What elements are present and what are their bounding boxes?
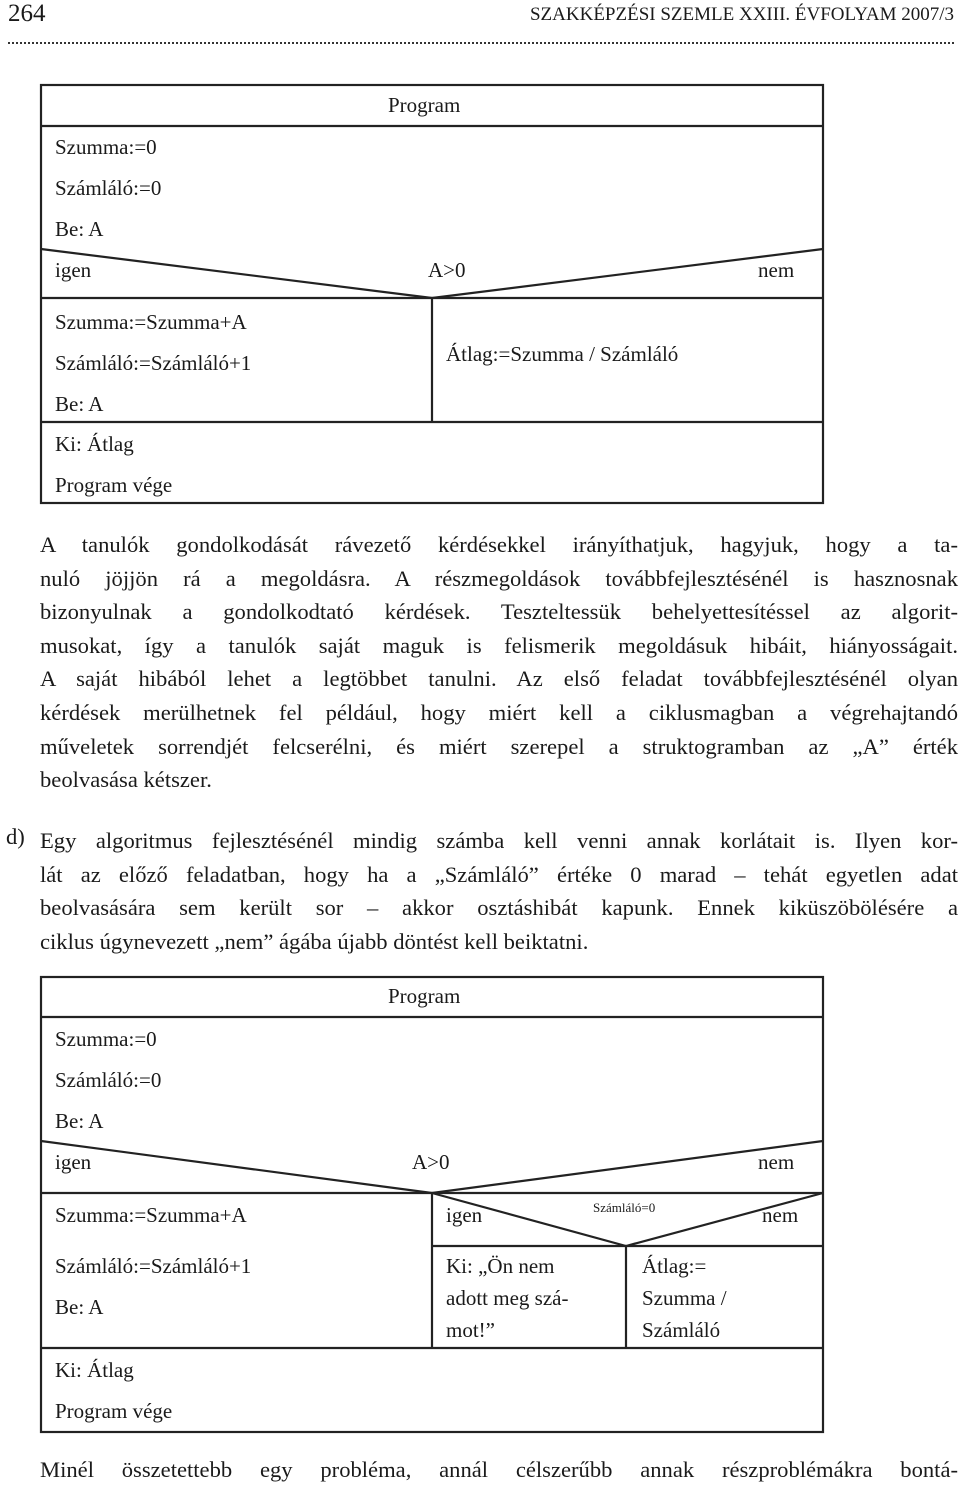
paragraph-1-line: műveletek sorrendjét felcserélni, és miért szerepel a struktogramban az „A” érték — [40, 733, 958, 759]
paragraph-3 — [40, 1453, 958, 1487]
structogram2-condition: A>0 — [412, 1150, 450, 1174]
structogram1-init-2: Számláló:=0 — [55, 176, 162, 200]
paragraph-2-line: ciklus úgynevezett „nem” ágába újabb döntést kell beiktatni. — [40, 928, 589, 954]
structogram2-yes-step-2: Számláló:=Számláló+1 — [55, 1254, 252, 1278]
paragraph-2-line: beolvasására sem került sor – akkor osztáshibát kapunk. Ennek kiküszöbölésére a — [40, 895, 958, 921]
paragraph-1-line: A tanulók gondolkodását rávezető kérdésekkel irányíthatjuk, hagyjuk, hogy a ta- — [40, 532, 958, 557]
structogram2-title: Program — [388, 984, 461, 1008]
structogram1-no-label: nem — [758, 258, 795, 282]
paragraph-1-line: beolvasása kétszer. — [40, 767, 212, 793]
structogram2-yes-label: igen — [55, 1150, 92, 1174]
structogram2-init-1: Szumma:=0 — [55, 1027, 157, 1051]
structogram2-no-label: nem — [758, 1150, 795, 1174]
structogram1-yes-step-3: Be: A — [55, 392, 104, 416]
structogram1-init-1: Szumma:=0 — [55, 135, 157, 159]
paragraph-2-line: lát az előző feladatban, hogy ha a „Számláló” értéke 0 marad – tehát egyetlen adat — [40, 861, 958, 887]
structogram2-inner-yes-line-2: adott meg szá- — [446, 1286, 569, 1310]
structogram2-inner-yes-label: igen — [446, 1203, 483, 1227]
structogram1-frame — [41, 85, 823, 503]
structogram2-output: Ki: Átlag — [55, 1358, 134, 1382]
structogram1-no-step: Átlag:=Szumma / Számláló — [446, 342, 679, 366]
structogram2-end: Program vége — [55, 1399, 173, 1423]
paragraph-2-line: Egy algoritmus fejlesztésénél mindig számba kell venni annak korlátait is. Ilyen kor- — [40, 828, 958, 853]
structogram1-end: Program vége — [55, 473, 173, 497]
structogram2-inner-no-label: nem — [762, 1203, 799, 1227]
running-title: SZAKKÉPZÉSI SZEMLE XXIII. ÉVFOLYAM 2007/3 — [529, 4, 954, 25]
structogram2-init-2: Számláló:=0 — [55, 1068, 162, 1092]
structogram1-condition: A>0 — [428, 258, 466, 282]
structogram1-title: Program — [388, 93, 461, 117]
paragraph-2 — [40, 824, 958, 958]
paragraph-1 — [40, 528, 958, 797]
page-number: 264 — [8, 0, 46, 27]
structogram1-yes-step-2: Számláló:=Számláló+1 — [55, 351, 252, 375]
paragraph-3-line: Minél összetettebb egy probléma, annál célszerűbb annak részproblémákra bontá- — [40, 1457, 958, 1482]
structogram2-inner-yes-line-3: mot!” — [446, 1318, 495, 1342]
structogram2-init-3: Be: A — [55, 1109, 104, 1133]
structogram2-inner-yes-line-1: Ki: „Ön nem — [446, 1254, 555, 1278]
structogram2-inner-no-line-3: Számláló — [642, 1318, 721, 1342]
paragraph-1-line: bizonyulnak a gondolkodtató kérdések. Teszteltessük behelyettesítéssel az algorit- — [40, 599, 958, 625]
paragraph-1-line: musokat, így a tanulók saját maguk is felismerik megoldásuk hibáit, hiányosságait. — [40, 632, 958, 658]
paragraph-1-line: kérdések merülhetnek fel például, hogy miért kell a ciklusmagban a végrehajtandó — [40, 699, 958, 725]
paragraph-1-line: nuló jöjjön rá a megoldásra. A részmegoldások továbbfejlesztésénél is hasznosnak — [40, 565, 958, 591]
structogram2-inner-no-line-1: Átlag:= — [642, 1254, 707, 1278]
structogram1-output: Ki: Átlag — [55, 432, 134, 456]
paragraph-1-line: A saját hibából lehet a legtöbbet tanulni. Az első feladat továbbfejlesztésénél olyan — [40, 666, 958, 692]
list-marker: d) — [6, 824, 25, 849]
structogram1-yes-step-1: Szumma:=Szumma+A — [55, 310, 247, 334]
structogram1-init-3: Be: A — [55, 217, 104, 241]
structogram2-yes-step-1: Szumma:=Szumma+A — [55, 1203, 247, 1227]
structogram2-inner-condition: Számláló=0 — [593, 1200, 656, 1215]
structogram2-inner-no-line-2: Szumma / — [642, 1286, 727, 1310]
structogram1-yes-label: igen — [55, 258, 92, 282]
structogram2-yes-step-3: Be: A — [55, 1295, 104, 1319]
